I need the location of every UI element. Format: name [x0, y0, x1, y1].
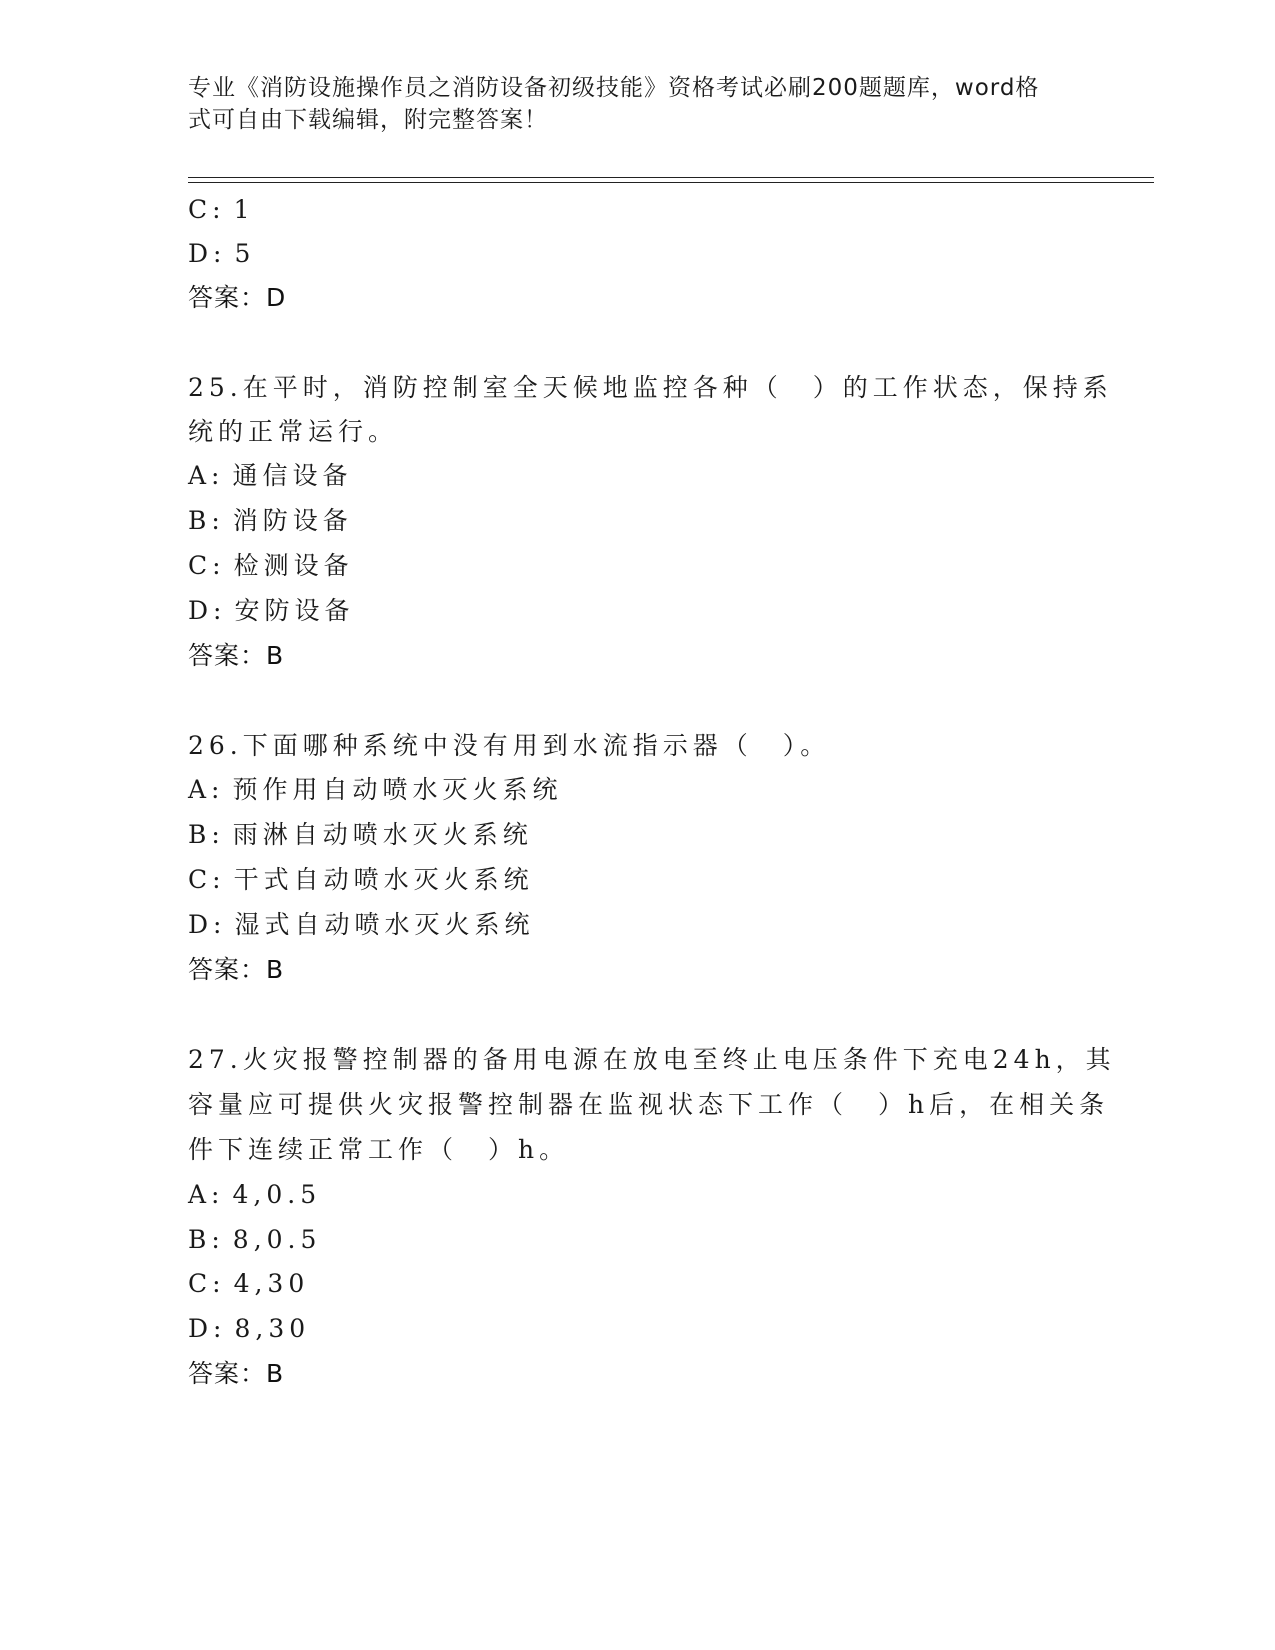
- question-25-line-2: 统的正常运行。: [188, 417, 399, 446]
- option-letter: B:: [188, 506, 225, 535]
- option-letter: C:: [188, 865, 226, 894]
- option-letter: D:: [188, 596, 227, 625]
- option-letter: A:: [188, 775, 225, 804]
- option-letter: D:: [188, 239, 227, 268]
- header-divider-bottom: [188, 182, 1154, 183]
- header-title-line-1: 专业《消防设施操作员之消防设备初级技能》资格考试必刷200题题库，word格: [188, 75, 1040, 101]
- option-text: 8,30: [234, 1314, 311, 1343]
- document-header: [188, 72, 1068, 136]
- option-text: 雨淋自动喷水灭火系统: [232, 820, 533, 849]
- option-text: 湿式自动喷水灭火系统: [234, 910, 535, 939]
- option-a: [188, 774, 563, 806]
- option-text: 1: [233, 195, 255, 224]
- option-text: 8,0.5: [232, 1225, 322, 1254]
- option-d: [188, 1313, 310, 1345]
- question-27-line-3: 件下连续正常工作（ ）h。: [188, 1135, 570, 1164]
- option-text: 干式自动喷水灭火系统: [233, 865, 534, 894]
- option-letter: C:: [188, 195, 226, 224]
- option-text: 4,30: [233, 1269, 310, 1298]
- option-letter: A:: [188, 1180, 225, 1209]
- question-27-line-2: 容量应可提供火灾报警控制器在监视状态下工作（ ）h后，在相关条: [188, 1090, 1110, 1119]
- answer-label: 答案：B: [188, 955, 285, 984]
- option-c: [188, 550, 354, 582]
- option-a: [188, 460, 353, 492]
- answer-label: 答案：B: [188, 1359, 285, 1388]
- question-27-line-1: 27.火灾报警控制器的备用电源在放电至终止电压条件下充电24h，其: [188, 1045, 1116, 1074]
- option-b: [188, 505, 353, 537]
- option-letter: D:: [188, 1314, 227, 1343]
- option-d: [188, 909, 534, 941]
- option-d: [188, 238, 255, 270]
- option-letter: C:: [188, 1269, 226, 1298]
- option-text: 5: [234, 239, 256, 268]
- header-divider-top: [188, 177, 1154, 178]
- option-b: [188, 819, 533, 851]
- option-text: 通信设备: [232, 461, 353, 490]
- option-letter: B:: [188, 820, 225, 849]
- option-text: 预作用自动喷水灭火系统: [232, 775, 563, 804]
- question-26-line-1: 26.下面哪种系统中没有用到水流指示器（ ）。: [188, 731, 831, 760]
- option-d: [188, 595, 354, 627]
- option-text: 4,0.5: [232, 1180, 322, 1209]
- header-title-line-2: 式可自由下载编辑，附完整答案！: [188, 107, 548, 133]
- option-text: 消防设备: [232, 506, 353, 535]
- answer-label: 答案：B: [188, 641, 285, 670]
- option-text: 安防设备: [234, 596, 355, 625]
- option-letter: B:: [188, 1225, 225, 1254]
- option-letter: D:: [188, 910, 227, 939]
- option-letter: A:: [188, 461, 225, 490]
- option-text: 检测设备: [233, 551, 354, 580]
- question-25-line-1: 25.在平时，消防控制室全天候地监控各种（ ）的工作状态，保持系: [188, 373, 1113, 402]
- option-letter: C:: [188, 551, 226, 580]
- answer-label: 答案：D: [188, 283, 287, 312]
- option-b: [188, 1224, 321, 1256]
- option-a: [188, 1179, 321, 1211]
- option-c: [188, 864, 534, 896]
- option-c: [188, 1268, 309, 1300]
- option-c: [188, 194, 254, 226]
